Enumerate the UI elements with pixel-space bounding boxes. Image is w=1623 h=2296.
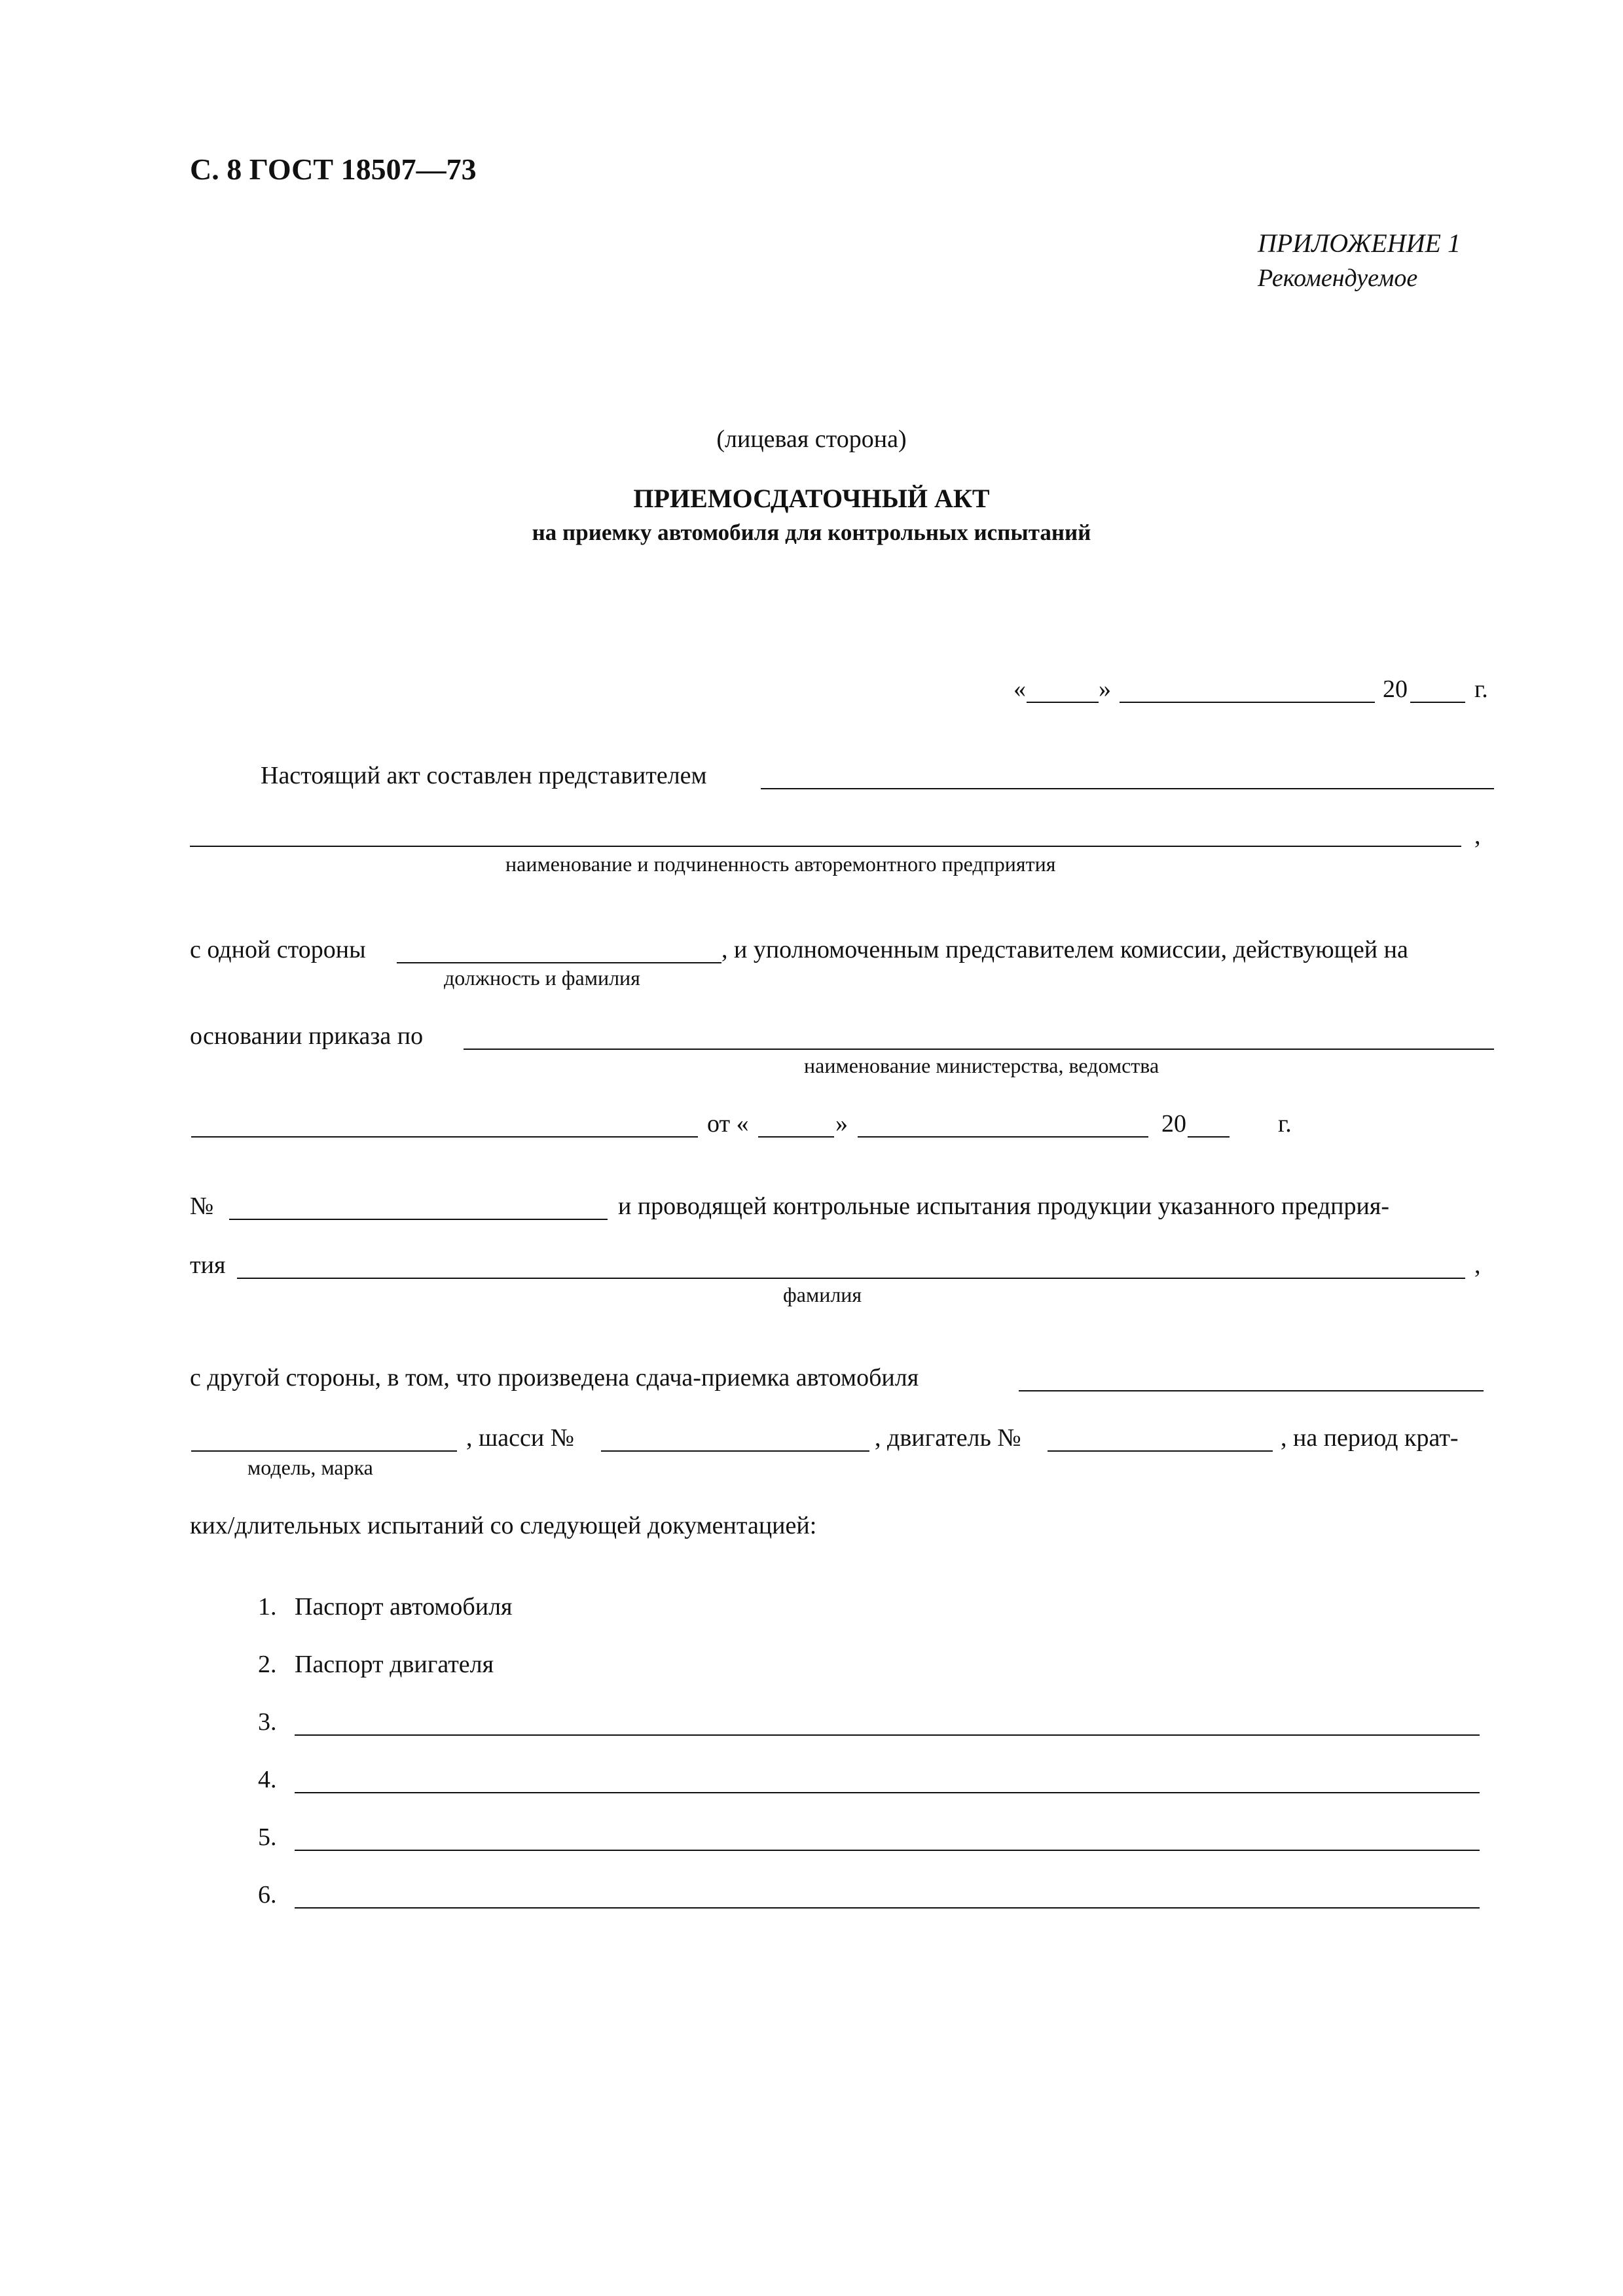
model-brand-field[interactable]: [191, 1450, 457, 1452]
doc-item-field[interactable]: [295, 1907, 1480, 1909]
date-year-suffix: г.: [1474, 675, 1488, 703]
chassis-number-field[interactable]: [601, 1450, 869, 1452]
doc-item-field[interactable]: [295, 1850, 1480, 1851]
act-intro-text: Настоящий акт составлен представителем: [261, 762, 707, 789]
doc-number: 4.: [258, 1766, 277, 1793]
order-date-from: от «: [707, 1110, 749, 1138]
date-day-field[interactable]: [1027, 702, 1099, 703]
vehicle-field[interactable]: [1019, 1390, 1484, 1391]
order-year-suffix: г.: [1278, 1110, 1292, 1138]
tester-surname-field[interactable]: [237, 1278, 1465, 1279]
order-month-field[interactable]: [858, 1136, 1148, 1138]
order-no-field[interactable]: [229, 1219, 608, 1220]
caption-enterprise: наименование и подчиненность авторемонтного предприятия: [505, 852, 1056, 876]
document-title: ПРИЕМОСДАТОЧНЫЙ АКТ: [633, 484, 990, 513]
testing-text: и проводящей контрольные испытания продукции указанного предприя-: [618, 1193, 1389, 1220]
ministry-field[interactable]: [464, 1049, 1494, 1050]
order-basis-text: основании приказа по: [190, 1022, 424, 1050]
date-year-field[interactable]: [1410, 702, 1465, 703]
one-side-text: с одной стороны: [190, 936, 366, 963]
appendix-status: Рекомендуемое: [1258, 264, 1418, 292]
engine-number-field[interactable]: [1048, 1450, 1273, 1452]
date-open-quote: «: [1013, 675, 1026, 703]
engine-label: , двигатель №: [875, 1424, 1021, 1452]
order-year-field[interactable]: [1188, 1136, 1230, 1138]
comma: ,: [1474, 1251, 1481, 1279]
position-surname-field[interactable]: [397, 962, 721, 963]
caption-model: модель, марка: [247, 1456, 373, 1479]
document-side: (лицевая сторона): [716, 425, 907, 453]
doc-item-field[interactable]: [295, 1792, 1480, 1793]
date-close-quote: »: [1099, 675, 1111, 703]
enterprise-name-field[interactable]: [190, 846, 1461, 847]
doc-number: 1.: [258, 1593, 277, 1621]
word-ending: тия: [190, 1251, 226, 1279]
doc-number: 6.: [258, 1881, 277, 1909]
number-sign: №: [190, 1193, 214, 1220]
page-reference: С. 8 ГОСТ 18507—73: [190, 152, 477, 186]
caption-surname: фамилия: [783, 1283, 862, 1306]
commission-text: , и уполномоченным представителем комиссии, действующей на: [721, 936, 1408, 963]
order-date-quote: »: [835, 1110, 848, 1138]
comma: ,: [1474, 822, 1481, 850]
doc-item-text: Паспорт двигателя: [295, 1651, 494, 1678]
date-month-field[interactable]: [1120, 702, 1375, 703]
documentation-text: ких/длительных испытаний со следующей документацией:: [190, 1512, 817, 1539]
order-day-field[interactable]: [758, 1136, 834, 1138]
document-subtitle: на приемку автомобиля для контрольных испытаний: [532, 520, 1091, 545]
doc-number: 5.: [258, 1823, 277, 1851]
representative-field[interactable]: [761, 788, 1494, 789]
chassis-label: , шасси №: [466, 1424, 574, 1452]
test-period-text: , на период крат-: [1281, 1424, 1459, 1452]
order-number-field[interactable]: [191, 1136, 698, 1138]
date-year-prefix: 20: [1383, 675, 1408, 703]
doc-number: 3.: [258, 1708, 277, 1736]
doc-item-field[interactable]: [295, 1734, 1480, 1736]
doc-number: 2.: [258, 1651, 277, 1678]
appendix-label: ПРИЛОЖЕНИЕ 1: [1258, 228, 1461, 258]
order-year-prefix: 20: [1161, 1110, 1186, 1138]
doc-item-text: Паспорт автомобиля: [295, 1593, 513, 1621]
caption-ministry: наименование министерства, ведомства: [804, 1054, 1159, 1077]
caption-position: должность и фамилия: [444, 966, 640, 990]
other-side-text: с другой стороны, в том, что произведена сдача-приемка автомобиля: [190, 1364, 919, 1391]
